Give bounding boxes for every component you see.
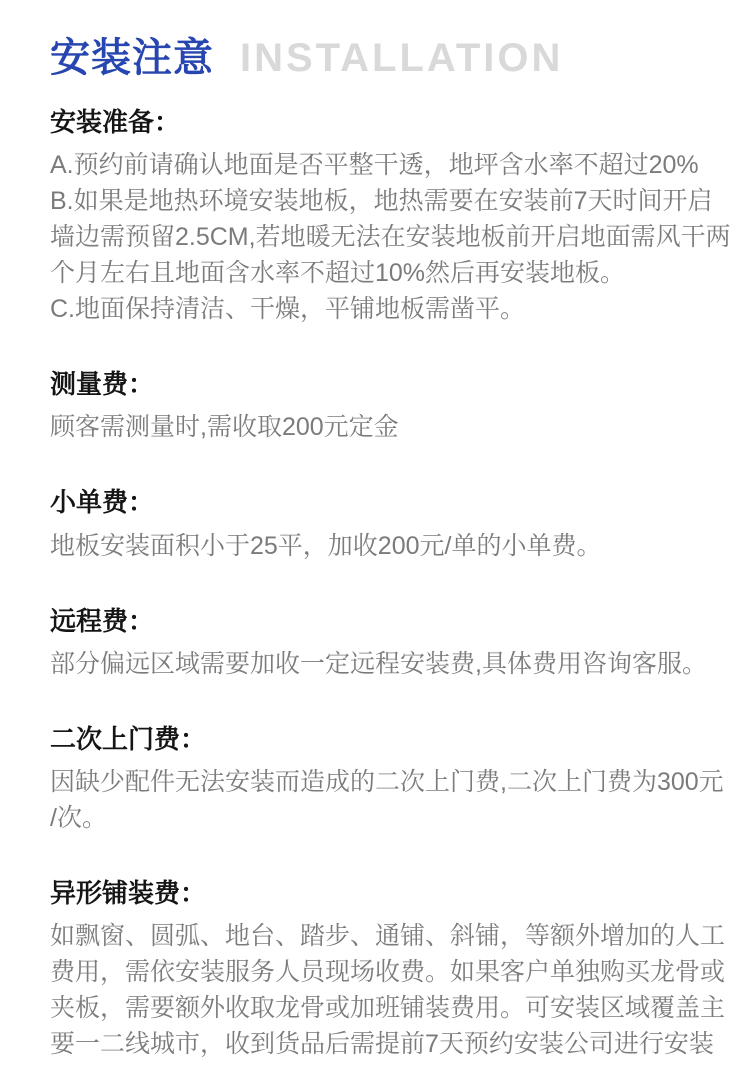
section-special-shape-paving-fee (50, 877, 726, 1062)
text-line: 夹板，需要额外收取龙骨或加班铺装费用。可安装区域覆盖主 (50, 994, 726, 1023)
section-remote-fee (50, 605, 707, 682)
section-heading: 测量费： (50, 369, 155, 400)
text-line: B.如果是地热环境安装地板，地热需要在安装前7天时间开启 (50, 187, 713, 216)
section-heading: 二次上门费： (50, 723, 207, 754)
page-title (50, 26, 700, 83)
text-line: C.地面保持清洁、干燥，平铺地板需凿平。 (50, 295, 526, 324)
text-line: 要一二线城市，收到货品后需提前7天预约安装公司进行安装 (50, 1030, 714, 1059)
text-line: 部分偏远区域需要加收一定远程安装费,具体费用咨询客服。 (50, 649, 707, 678)
text-line: 如飘窗、圆弧、地台、踏步、通铺、斜铺，等额外增加的人工 (50, 922, 726, 951)
section-body (50, 528, 700, 564)
section-heading: 小单费： (50, 487, 155, 518)
text-line: A.预约前请确认地面是否平整干透，地坪含水率不超过20% (50, 151, 699, 180)
text-line: 地板安装面积小于25平，加收200元/单的小单费。 (50, 531, 602, 560)
section-body (50, 646, 707, 682)
section-measurement-fee (50, 369, 700, 445)
section-second-visit-fee (50, 723, 724, 836)
section-heading: 异形铺装费： (50, 877, 207, 908)
section-small-order-fee (50, 487, 700, 563)
text-line: 因缺少配件无法安装而造成的二次上门费,二次上门费为300元 (50, 767, 724, 796)
text-line: 个月左右且地面含水率不超过10%然后再安装地板。 (50, 259, 626, 288)
section-body (50, 918, 726, 1062)
section-install-preparation (50, 107, 731, 327)
section-body (50, 764, 724, 836)
section-body (50, 147, 731, 327)
page-title-english-watermark: INSTALLATION (240, 36, 564, 80)
section-heading: 安装准备： (50, 107, 181, 137)
page-title-chinese: 安装注意 (50, 36, 214, 80)
text-line: /次。 (50, 803, 107, 832)
text-line: 顾客需测量时,需收取200元定金 (50, 413, 399, 442)
section-heading: 远程费： (50, 605, 155, 636)
text-line: 费用，需依安装服务人员现场收费。如果客户单独购买龙骨或 (50, 958, 726, 987)
text-line: 墙边需预留2.5CM,若地暖无法在安装地板前开启地面需风干两 (50, 223, 731, 252)
section-body (50, 409, 700, 445)
